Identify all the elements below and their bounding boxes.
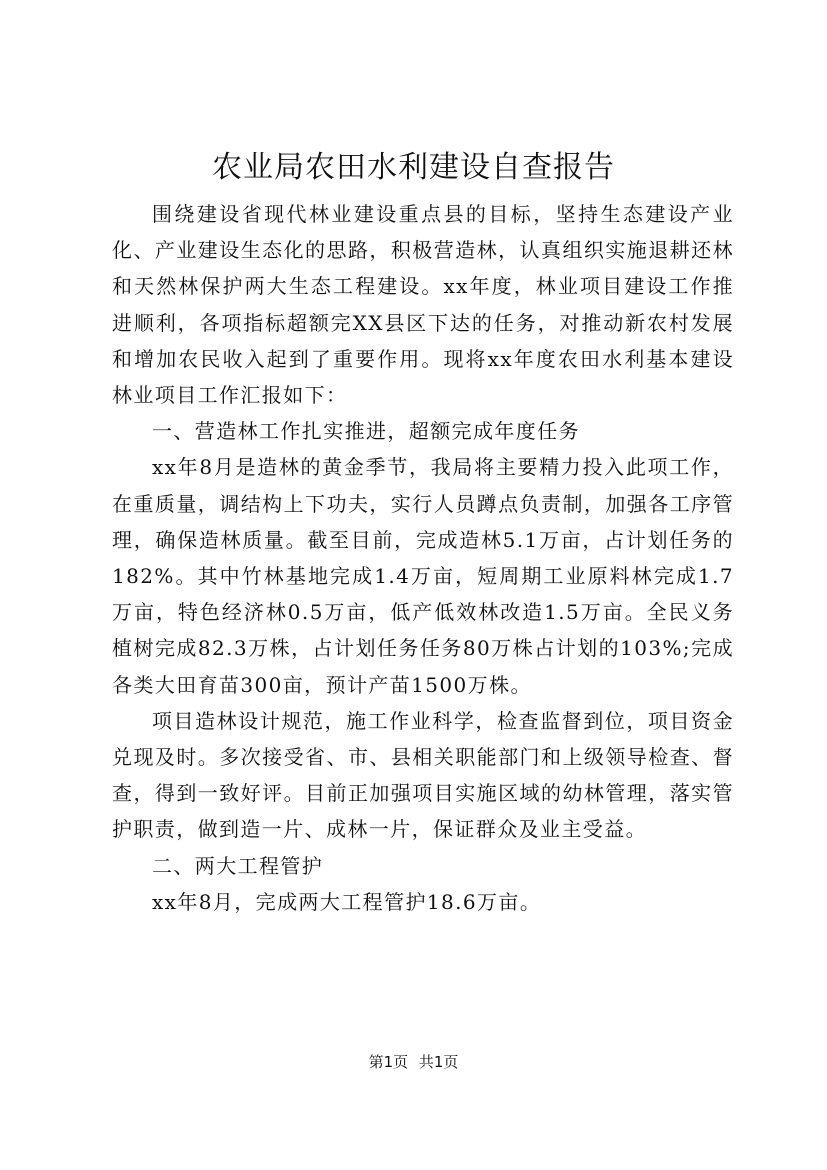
page-total: 共1页 bbox=[418, 1053, 459, 1071]
document-title: 农业局农田水利建设自查报告 bbox=[212, 150, 615, 185]
page-footer bbox=[0, 1052, 827, 1072]
section-heading-1: 一、营造林工作扎实推进，超额完成年度任务 bbox=[152, 419, 580, 444]
section-heading-2: 二、两大工程管护 bbox=[152, 853, 324, 878]
page-number: 第1页 bbox=[368, 1053, 409, 1071]
protection-paragraph: xx年8月，完成两大工程管护18.6万亩。 bbox=[152, 889, 542, 914]
project-quality-paragraph: 项目造林设计规范，施工作业科学，检查监督到位，项目资金兑现及时。多次接受省、市、县相关职能部门和上级领导检查、督查，得到一致好评。目前正加强项目实施区域的幼林管理，落实管护职责，做到造一片、成林一片，保证群众及业主受益。 bbox=[112, 708, 734, 842]
document-body bbox=[112, 196, 734, 920]
afforestation-paragraph: xx年8月是造林的黄金季节，我局将主要精力投入此项工作，在重质量，调结构上下功夫，实行人员蹲点负责制，加强各工序管理，确保造林质量。截至目前，完成造林5.1万亩，占计划任务的182%。其中竹林基地完成1.4万亩，短周期工业原料林完成1.7万亩，特色经济林0.5万亩，低产低效林改造1.5万亩。全民义务植树完成82.3万株，占计划任务任务80万株占计划的103%;完成各类大田育苗300亩，预计产苗1500万株。 bbox=[112, 455, 734, 697]
intro-paragraph: 围绕建设省现代林业建设重点县的目标，坚持生态建设产业化、产业建设生态化的思路，积极营造林，认真组织实施退耕还林和天然林保护两大生态工程建设。xx年度，林业项目建设工作推进顺利，各项指标超额完XX县区下达的任务，对推动新农村发展和增加农民收入起到了重要作用。现将xx年度农田水利基本建设林业项目工作汇报如下： bbox=[112, 202, 734, 408]
